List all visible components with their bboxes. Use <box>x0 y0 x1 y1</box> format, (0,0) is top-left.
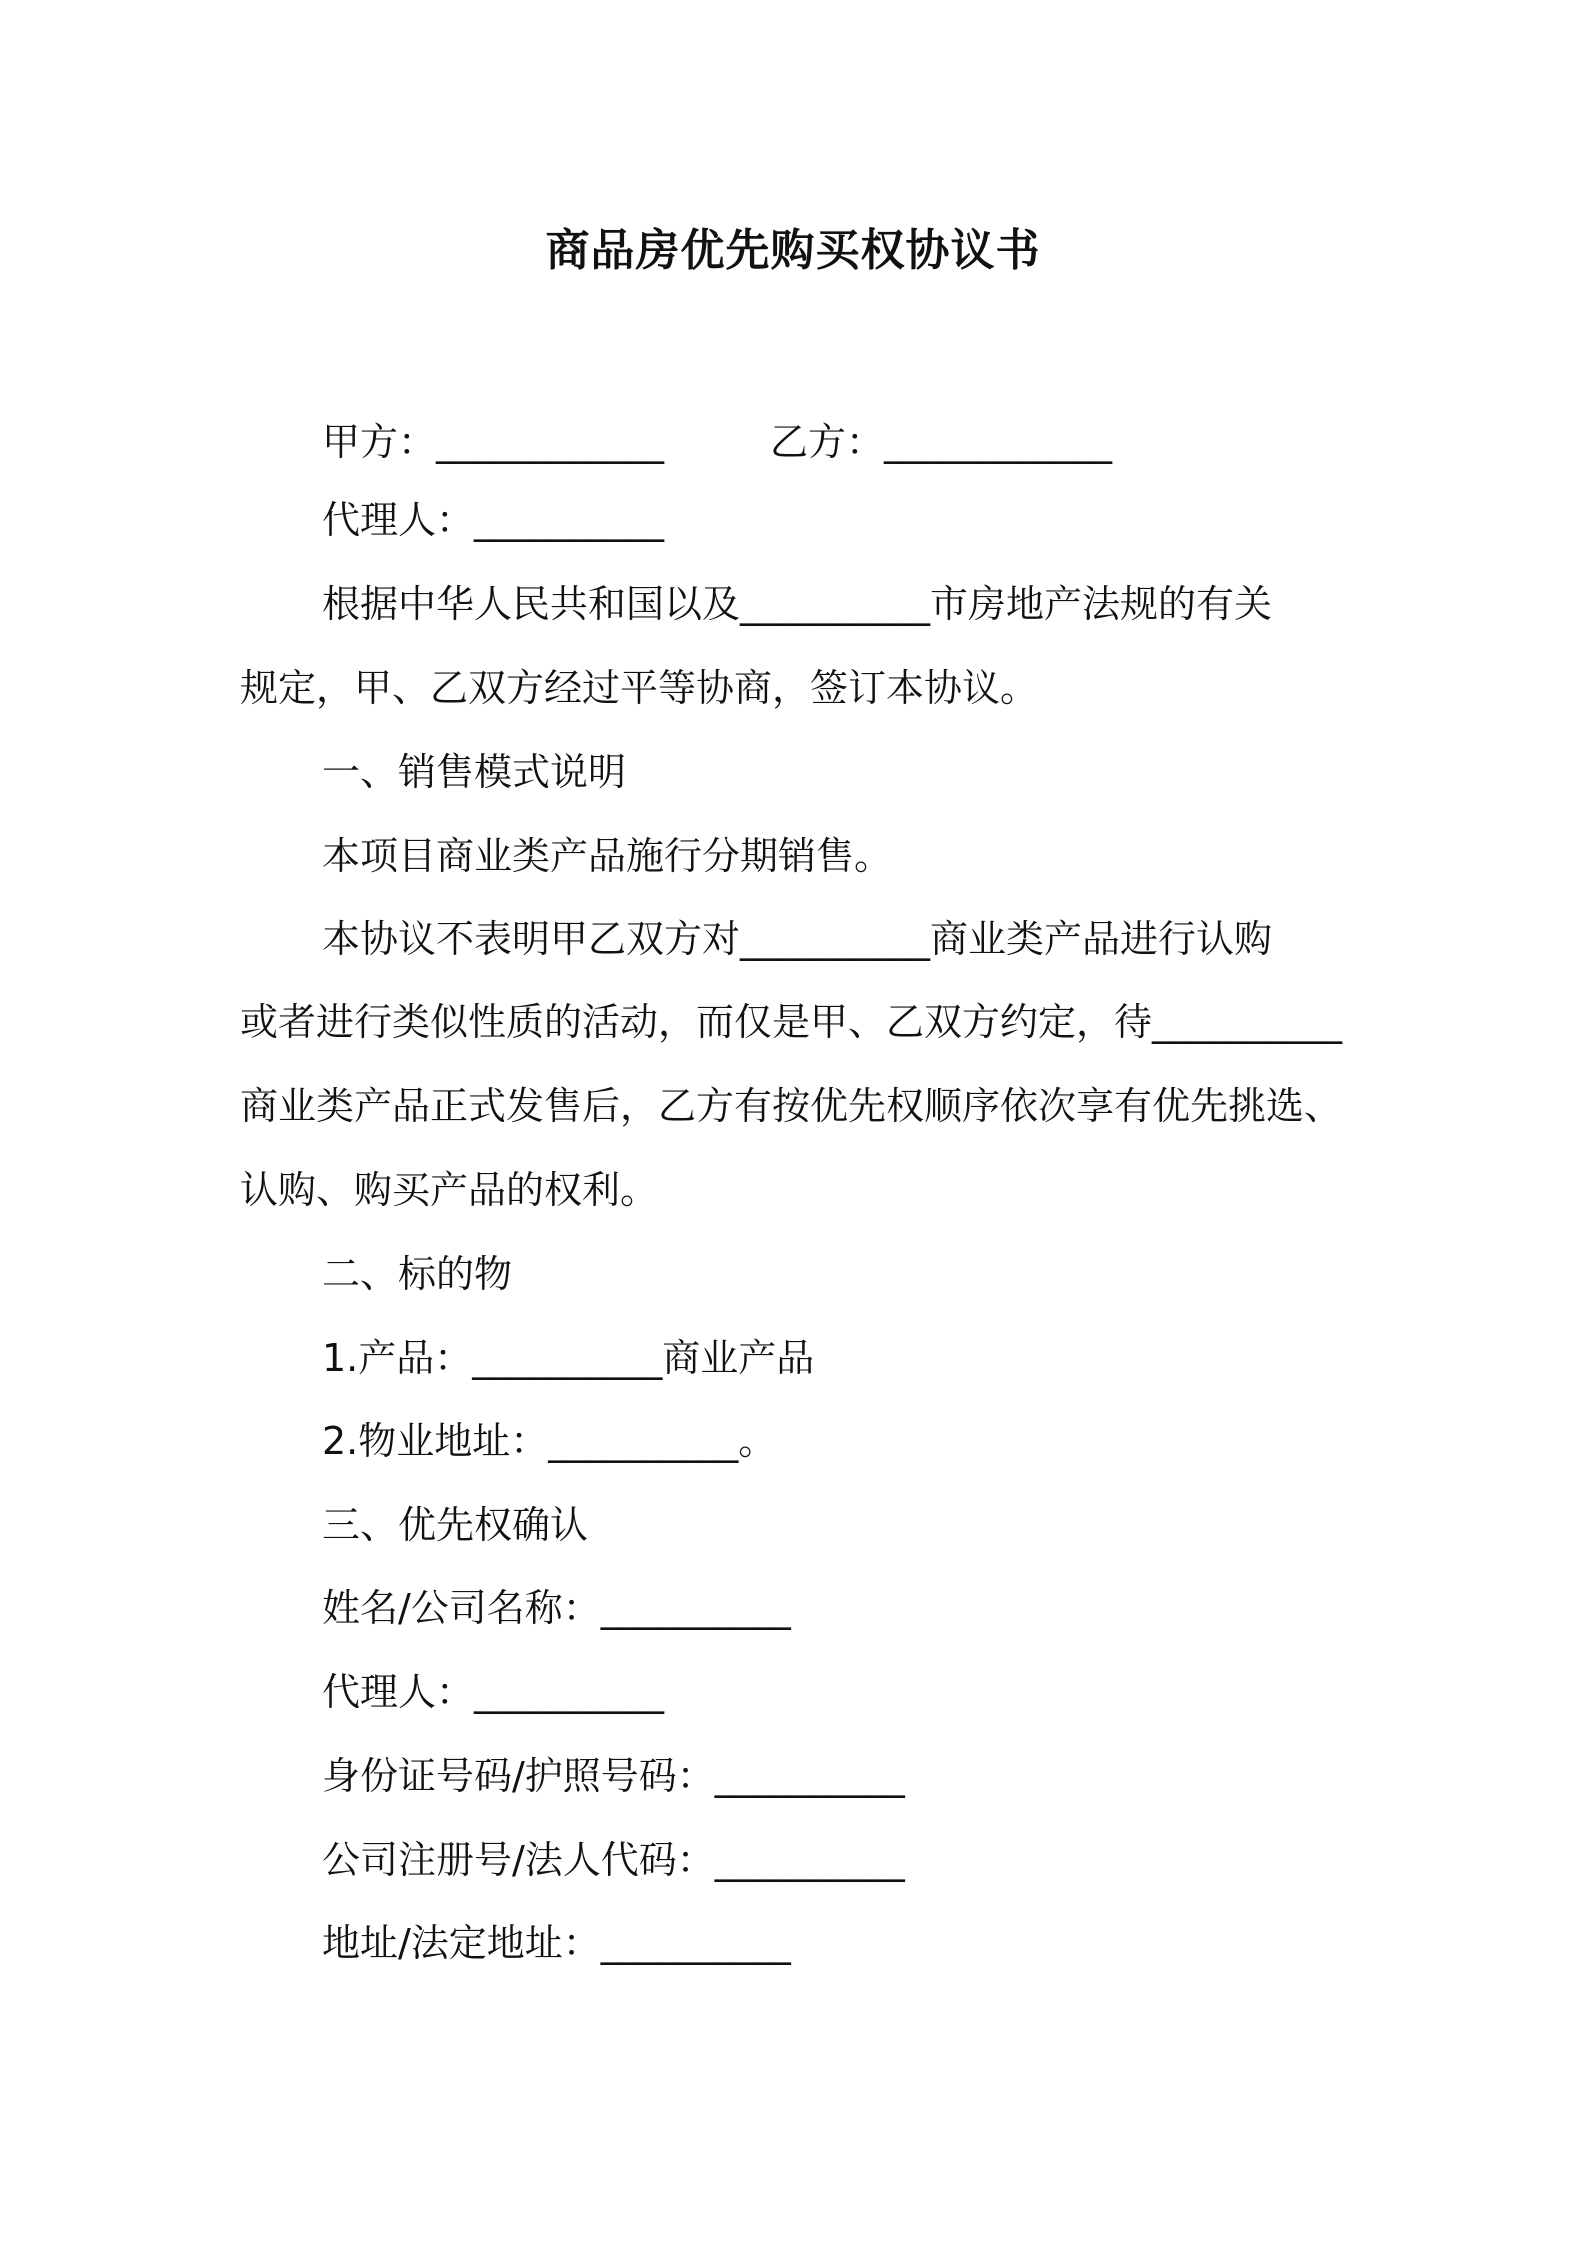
section-2-heading: 二、标的物 <box>322 1252 513 1296</box>
section-1-paragraph-2-line-1: 本协议不表明甲乙双方对__________商业类产品进行认购 <box>322 917 1273 961</box>
company-registration-field: 公司注册号/法人代码：__________ <box>322 1838 905 1882</box>
section-1-paragraph-2-line-3: 商业类产品正式发售后，乙方有按优先权顺序依次享有优先挑选、 <box>240 1084 1343 1128</box>
intro-line-1: 根据中华人民共和国以及__________市房地产法规的有关 <box>322 582 1273 626</box>
product-field: 1.产品：__________商业产品 <box>322 1336 815 1380</box>
section-1-paragraph-2-line-4: 认购、购买产品的权利。 <box>240 1168 659 1212</box>
section-3-heading: 三、优先权确认 <box>322 1503 589 1547</box>
document-title: 商品房优先购买权协议书 <box>545 225 1041 276</box>
section-1-paragraph-1: 本项目商业类产品施行分期销售。 <box>322 834 893 878</box>
section-1-paragraph-2-line-2: 或者进行类似性质的活动，而仅是甲、乙双方约定，待__________ <box>240 1000 1343 1044</box>
agent-field-2: 代理人：__________ <box>322 1670 665 1714</box>
intro-line-2: 规定，甲、乙双方经过平等协商，签订本协议。 <box>240 666 1039 710</box>
name-company-field: 姓名/公司名称：__________ <box>322 1586 791 1630</box>
party-b-field: 乙方：____________ <box>770 420 1113 464</box>
property-address-field: 2.物业地址：__________。 <box>322 1419 777 1463</box>
party-a-field: 甲方：____________ <box>322 420 665 464</box>
agent-field: 代理人：__________ <box>322 498 665 542</box>
id-passport-field: 身份证号码/护照号码：__________ <box>322 1754 905 1798</box>
address-field: 地址/法定地址：__________ <box>322 1921 791 1965</box>
section-1-heading: 一、销售模式说明 <box>322 750 627 794</box>
